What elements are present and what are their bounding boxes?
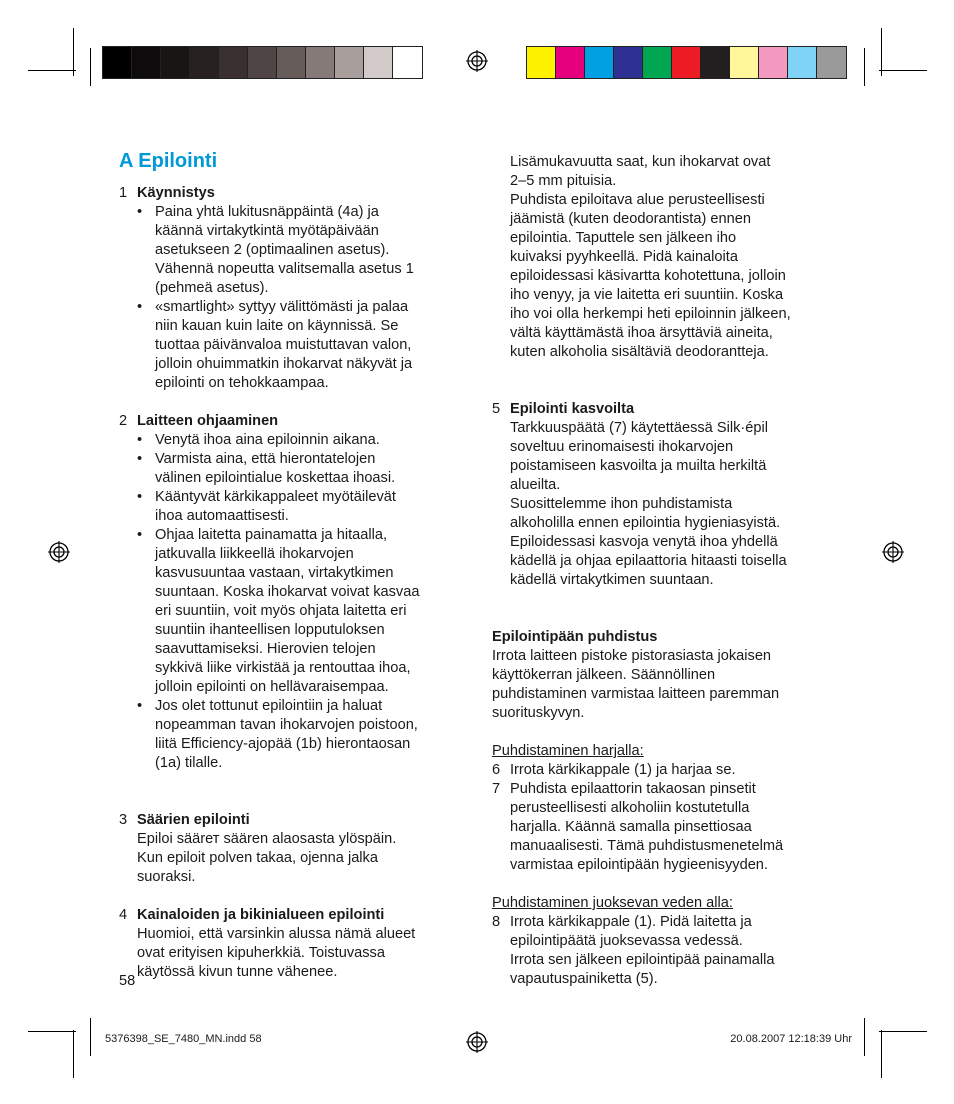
text-line: kädellä ja ohjaa epilaattoria hitaasti toisella	[510, 553, 787, 569]
text-line: Venytä ihoa aina epiloinnin aikana.	[155, 432, 380, 448]
bullet-item	[119, 697, 469, 773]
color-swatch-bar	[526, 46, 847, 79]
section-number: 4	[119, 907, 128, 923]
right-column	[492, 153, 842, 989]
item-text	[510, 761, 736, 780]
text-line: jatkuvalla liikkeellä ihokarvojen	[155, 546, 354, 562]
text-line: suoraksi.	[137, 869, 196, 885]
crop-mark	[881, 1030, 882, 1078]
text-line: jäämistä (kuten deodorantista) ennen	[510, 211, 751, 227]
registration-mark-icon	[466, 50, 488, 72]
spacer	[492, 875, 842, 894]
color-swatch	[527, 47, 556, 78]
section-body	[492, 419, 842, 590]
text-line: ovat erityisen kipuherkkiä. Toistuvassa	[137, 945, 385, 961]
text-line: manuaalisesti. Tämä puhdistusmenetelmä	[510, 838, 784, 854]
text-line: soveltuu erinomaisesti ihokarvojen	[510, 439, 734, 455]
text-line: perusteellisesti alkoholiin kostutetulla	[510, 800, 750, 816]
section-number: 3	[119, 812, 128, 828]
section-body	[119, 830, 469, 887]
color-swatch	[190, 47, 219, 78]
text-line: käytössä kivun tunne vähenee.	[137, 964, 338, 980]
color-swatch	[132, 47, 161, 78]
text-line: nopeamman tavan ihokarvojen poistoon,	[155, 717, 418, 733]
color-swatch	[335, 47, 364, 78]
text-line: Tarkkuuspäätä (7) käytettäessä Silk·épil	[510, 420, 768, 436]
footer-file-info: 5376398_SE_7480_MN.indd 58	[105, 1033, 262, 1045]
color-swatch	[161, 47, 190, 78]
color-swatch	[364, 47, 393, 78]
bullet-icon: •	[137, 698, 143, 714]
crop-mark	[28, 1031, 76, 1032]
bullet-item	[119, 450, 469, 488]
text-line: käyttökerran jälkeen. Säännöllinen	[492, 667, 716, 683]
item-number: 6	[492, 762, 501, 778]
text-line: kuivaksi pyyhkeellä. Pidä kainaloita	[510, 249, 738, 265]
cleaning-body	[492, 647, 842, 723]
color-swatch	[219, 47, 248, 78]
text-line: puhdistaminen varmistaa laitteen paremman	[492, 686, 780, 702]
spacer	[492, 590, 842, 628]
text-line: asetukseen 2 (optimaalinen asetus).	[155, 242, 390, 258]
section-title: Epilointi kasvoilta	[510, 401, 635, 417]
color-swatch	[672, 47, 701, 78]
text-line: suorituskyvyn.	[492, 705, 585, 721]
text-line: Irrota kärkikappale (1). Pidä laitetta ja	[510, 914, 752, 930]
text-line: vapautuspainiketta (5).	[510, 971, 658, 987]
bullet-item	[119, 526, 469, 697]
section-heading	[119, 184, 469, 203]
section-heading	[119, 906, 469, 925]
item-text	[510, 780, 783, 875]
text-line: Vähennä nopeutta valitsemalla asetus 1	[155, 261, 414, 277]
item-text	[510, 913, 774, 989]
text-line: (pehmeä asetus).	[155, 280, 269, 296]
text-line: Kääntyvät kärkikappaleet myötäilevät	[155, 489, 396, 505]
color-swatch	[585, 47, 614, 78]
text-line: Suosittelemme ihon puhdistamista	[510, 496, 733, 512]
section-body	[119, 925, 469, 982]
bullet-text	[155, 203, 414, 298]
bullet-text	[155, 431, 380, 450]
section-title: Säärien epilointi	[137, 812, 250, 828]
text-line: (1a) tilalle.	[155, 755, 223, 771]
text-line: Paina yhtä lukitusnäppäintä (4a) ja	[155, 204, 379, 220]
footer-date: 20.08.2007 12:18:39 Uhr	[730, 1033, 852, 1045]
color-swatch	[248, 47, 277, 78]
bullet-text	[155, 450, 395, 488]
text-line: ihoa automaattisesti.	[155, 508, 289, 524]
text-line: suuntaan. Koska ihokarvat voivat kasvaa	[155, 584, 420, 600]
text-line: liitä Efficiency-ajopää (1b) hierontaosan	[155, 736, 411, 752]
text-line: Irrota laitteen pistoke pistorasiasta jokaisen	[492, 648, 772, 664]
text-line: Kun epiloit polven takaa, ojenna jalka	[137, 850, 378, 866]
text-line: jolloin ohuimmatkin ihokarvat näkyvät ja	[155, 356, 413, 372]
bullet-text	[155, 526, 419, 697]
bullet-text	[155, 298, 412, 393]
crop-mark	[879, 1031, 927, 1032]
color-swatch	[643, 47, 672, 78]
crop-mark	[90, 1018, 91, 1056]
text-line: käännä virtakytkintä myötäpäivään	[155, 223, 379, 239]
bullet-icon: •	[137, 432, 143, 448]
color-swatch	[788, 47, 817, 78]
crop-mark	[28, 70, 76, 71]
bullet-item	[119, 431, 469, 450]
section-title: Laitteen ohjaaminen	[137, 413, 279, 429]
crop-mark	[90, 48, 91, 86]
text-line: Epiloidessasi kasvoja venytä ihoa yhdellä	[510, 534, 778, 550]
crop-mark	[73, 28, 74, 76]
numbered-item	[492, 913, 842, 989]
registration-mark-icon	[882, 541, 904, 563]
page-title: A Epilointi	[119, 150, 218, 172]
item-number: 7	[492, 781, 501, 797]
color-swatch	[817, 47, 846, 78]
text-line: «smartlight» syttyy välittömästi ja palaa	[155, 299, 409, 315]
section-title: Kainaloiden ja bikinialueen epilointi	[137, 907, 385, 923]
bullet-icon: •	[137, 204, 143, 220]
text-line: Varmista aina, että hierontatelojen	[155, 451, 376, 467]
spacer	[119, 887, 469, 906]
intro-paragraph	[492, 153, 842, 362]
bullet-item	[119, 298, 469, 393]
crop-mark	[881, 28, 882, 76]
spacer	[119, 393, 469, 412]
bullet-icon: •	[137, 527, 143, 543]
numbered-item	[492, 780, 842, 875]
numbered-item	[492, 761, 842, 780]
text-line: alkoholilla ennen epilointia hygieniasyistä.	[510, 515, 781, 531]
section-number: 5	[492, 401, 501, 417]
text-line: niin kauan kuin laite on käynnissä. Se	[155, 318, 399, 334]
crop-mark	[864, 1018, 865, 1056]
color-swatch	[277, 47, 306, 78]
text-line: iho venyy, ja vie laitetta eri suuntiin. Koska	[510, 287, 784, 303]
color-swatch	[103, 47, 132, 78]
bullet-text	[155, 488, 396, 526]
text-line: Irrota sen jälkeen epilointipää painamalla	[510, 952, 775, 968]
text-line: iho voi olla herkempi heti epiloinnin jälkeen,	[510, 306, 791, 322]
section-title: Käynnistys	[137, 185, 215, 201]
page-number: 58	[119, 973, 136, 989]
section-heading	[119, 412, 469, 431]
text-line: kuten alkoholia sisältäviä deodorantteja.	[510, 344, 769, 360]
color-swatch	[393, 47, 422, 78]
item-number: 8	[492, 914, 501, 930]
text-line: suuntiin ihanteellisen lopputuloksen	[155, 622, 385, 638]
registration-mark-icon	[48, 541, 70, 563]
text-line: eri suuntiin, voit myös ohjata laitetta eri	[155, 603, 407, 619]
text-line: Puhdista epiloitava alue perusteellisesti	[510, 192, 765, 208]
text-line: alueilta.	[510, 477, 561, 493]
grayscale-swatch-bar	[102, 46, 423, 79]
text-line: harjalla. Käännä samalla pinsettiosaa	[510, 819, 752, 835]
section-number: 2	[119, 413, 128, 429]
text-line: Jos olet tottunut epilointiin ja haluat	[155, 698, 383, 714]
text-line: 2–5 mm pituisia.	[510, 173, 617, 189]
text-line: vältä käyttämästä ihoa ärsyttäviä aineita,	[510, 325, 773, 341]
text-line: poistamiseen kasvoilta ja muilta herkiltä	[510, 458, 767, 474]
section-heading	[119, 811, 469, 830]
text-line: Puhdista epilaattorin takaosan pinsetit	[510, 781, 756, 797]
color-swatch	[730, 47, 759, 78]
text-line: varmistaa epilointipään hygieenisyyden.	[510, 857, 768, 873]
bullet-item	[119, 203, 469, 298]
color-swatch	[701, 47, 730, 78]
section-heading	[492, 400, 842, 419]
text-line: epilointipäätä juoksevassa vedessä.	[510, 933, 743, 949]
water-subtitle: Puhdistaminen juoksevan veden alla:	[492, 895, 733, 911]
text-line: Ohjaa laitetta painamatta ja hitaalla,	[155, 527, 388, 543]
brush-subtitle: Puhdistaminen harjalla:	[492, 743, 644, 759]
spacer	[492, 723, 842, 742]
registration-mark-icon	[466, 1031, 488, 1053]
crop-mark	[879, 70, 927, 71]
text-line: epilointi on tehokkaampaa.	[155, 375, 329, 391]
color-swatch	[306, 47, 335, 78]
section-number: 1	[119, 185, 128, 201]
text-line: sykkivä liike virkistää ja rentouttaa ihoa,	[155, 660, 411, 676]
bullet-icon: •	[137, 299, 143, 315]
text-line: välinen epilointialue koskettaa ihoasi.	[155, 470, 396, 486]
left-column	[119, 184, 469, 982]
spacer	[119, 773, 469, 811]
text-line: kasvusuuntaa vastaan, virtakytkimen	[155, 565, 394, 581]
text-line: tuottaa päivänvaloa muistuttavan valon,	[155, 337, 412, 353]
color-swatch	[556, 47, 585, 78]
crop-mark	[73, 1030, 74, 1078]
color-swatch	[614, 47, 643, 78]
bullet-item	[119, 488, 469, 526]
spacer	[492, 381, 842, 400]
text-line: Lisämukavuutta saat, kun ihokarvat ovat	[510, 154, 771, 170]
text-line: kädellä virtakytkimen suuntaan.	[510, 572, 714, 588]
color-swatch	[759, 47, 788, 78]
text-line: saavuttamiseksi. Hierovien telojen	[155, 641, 376, 657]
bullet-text	[155, 697, 418, 773]
text-line: epiloidessasi käsivartta kohotettuna, jolloin	[510, 268, 786, 284]
text-line: Epiloi säärет säären alaosasta ylöspäin.	[137, 831, 397, 847]
bullet-icon: •	[137, 489, 143, 505]
text-line: Irrota kärkikappale (1) ja harjaa se.	[510, 762, 736, 778]
text-line: Huomioi, että varsinkin alussa nämä alueet	[137, 926, 416, 942]
text-line: jolloin epilointi on hellävaraisempaa.	[155, 679, 389, 695]
crop-mark	[864, 48, 865, 86]
bullet-icon: •	[137, 451, 143, 467]
cleaning-title: Epilointipään puhdistus	[492, 629, 658, 645]
spacer	[492, 362, 842, 381]
text-line: epilointia. Taputtele sen jälkeen iho	[510, 230, 737, 246]
